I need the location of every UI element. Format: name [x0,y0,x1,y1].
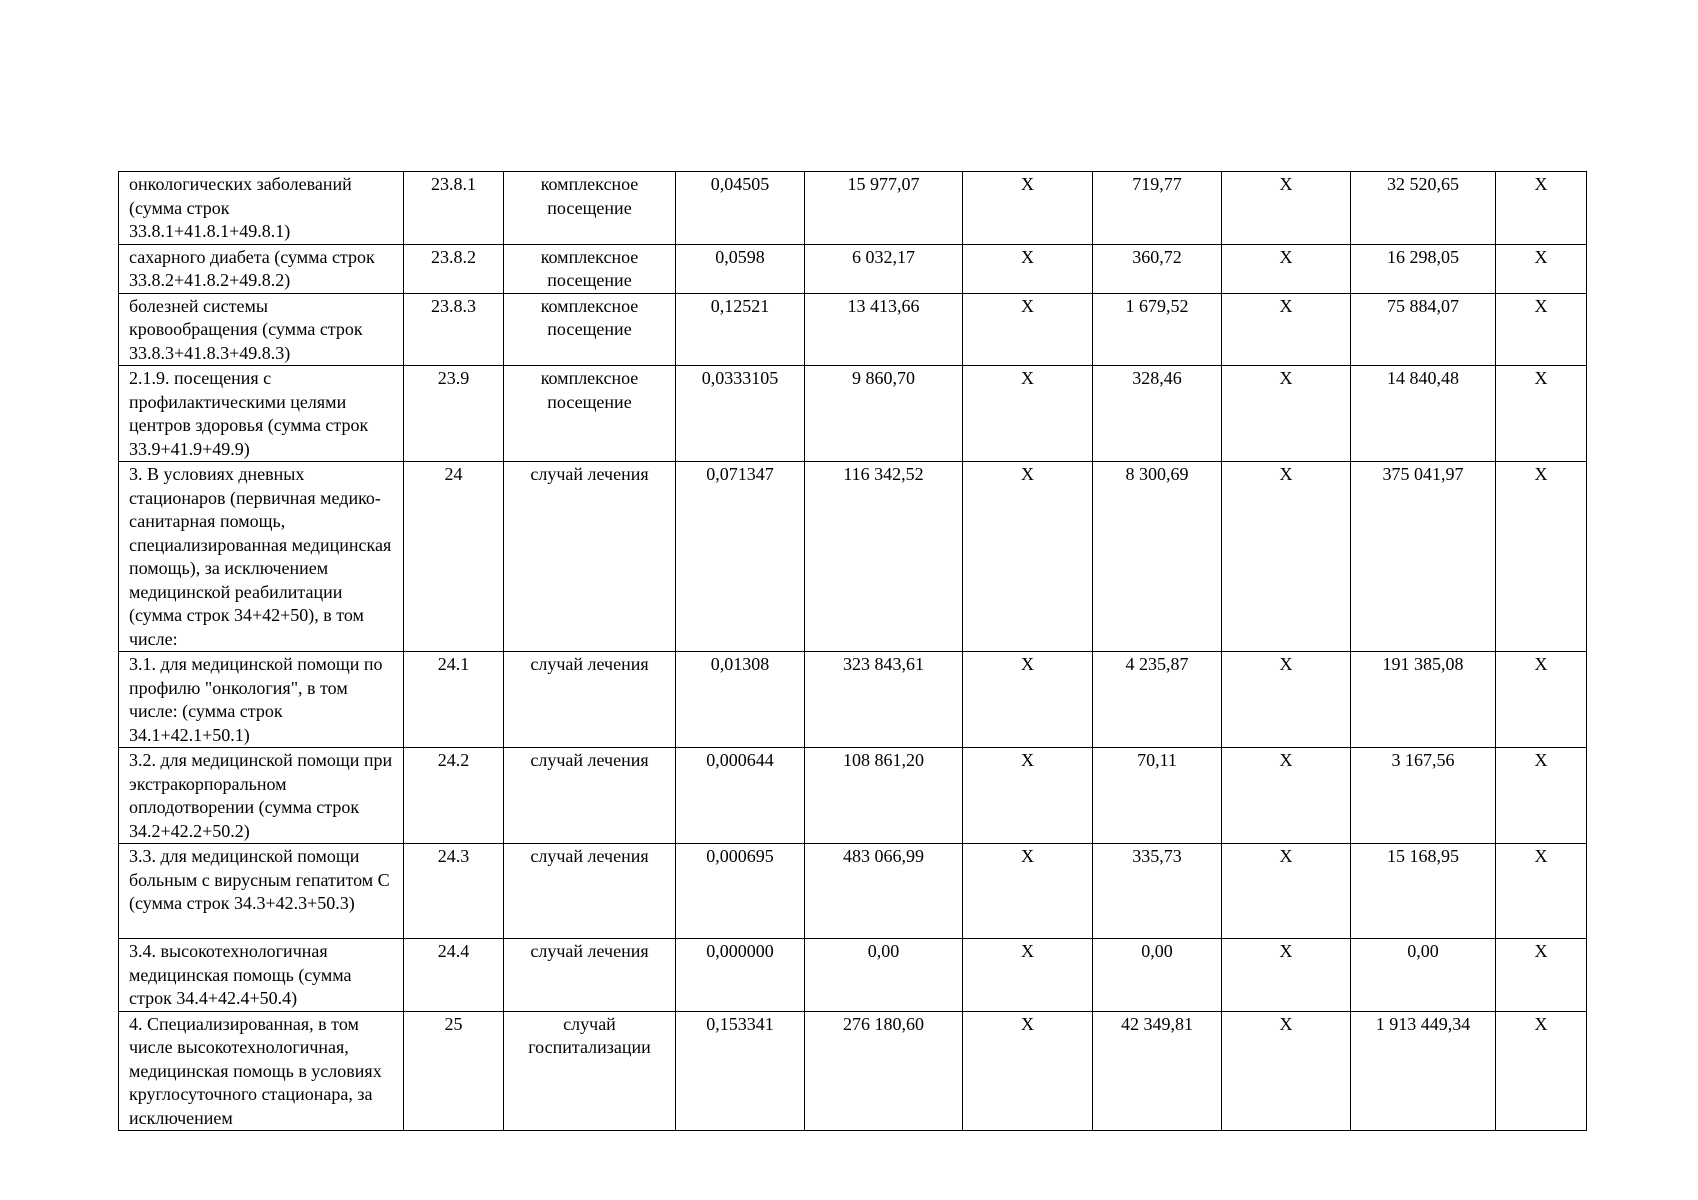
table-row [119,652,1587,748]
unit-cell: комплексное посещение [504,366,676,462]
norm-cell: 0,04505 [676,172,805,245]
x-mark-cell: Х [963,652,1093,748]
row-number-cell: 23.8.3 [404,293,504,366]
x-mark-cell: Х [1222,172,1351,245]
norm-cell: 0,0598 [676,244,805,293]
x-mark-cell: Х [1496,844,1587,939]
unit-cell: случай лечения [504,462,676,652]
x-mark-cell: Х [1496,172,1587,245]
cost-cell: 15 977,07 [805,172,963,245]
table-row [119,293,1587,366]
row-name-cell: 2.1.9. посещения с профилактическими целями центров здоровья (сумма строк 33.9+41.9+49.9) [119,366,404,462]
row-number-cell: 24.2 [404,748,504,844]
row-name-cell: онкологических заболеваний (сумма строк 33.8.1+41.8.1+49.8.1) [119,172,404,245]
table-row [119,1011,1587,1131]
x-mark-cell: Х [963,939,1093,1012]
per-capita-cell: 4 235,87 [1093,652,1222,748]
per-capita-cell: 70,11 [1093,748,1222,844]
table-row [119,366,1587,462]
norm-cell: 0,153341 [676,1011,805,1131]
unit-cell: комплексное посещение [504,293,676,366]
cost-cell: 116 342,52 [805,462,963,652]
x-mark-cell: Х [1496,462,1587,652]
per-capita-cell: 42 349,81 [1093,1011,1222,1131]
row-number-cell: 24.1 [404,652,504,748]
total-cell: 375 041,97 [1351,462,1496,652]
cost-cell: 276 180,60 [805,1011,963,1131]
cost-cell: 108 861,20 [805,748,963,844]
row-name-cell: 3.3. для медицинской помощи больным с вирусным гепатитом С (сумма строк 34.3+42.3+50.3) [119,844,404,939]
table-row [119,939,1587,1012]
x-mark-cell: Х [1222,462,1351,652]
row-number-cell: 23.9 [404,366,504,462]
unit-cell: случай лечения [504,652,676,748]
financing-table [118,171,1587,1131]
row-name-cell: болезней системы кровообращения (сумма строк 33.8.3+41.8.3+49.8.3) [119,293,404,366]
norm-cell: 0,000695 [676,844,805,939]
row-number-cell: 24.3 [404,844,504,939]
x-mark-cell: Х [963,462,1093,652]
unit-cell: комплексное посещение [504,244,676,293]
unit-cell: комплексное посещение [504,172,676,245]
row-number-cell: 25 [404,1011,504,1131]
total-cell: 0,00 [1351,939,1496,1012]
x-mark-cell: Х [963,366,1093,462]
row-name-cell: 3.4. высокотехнологичная медицинская помощь (сумма строк 34.4+42.4+50.4) [119,939,404,1012]
row-number-cell: 24.4 [404,939,504,1012]
total-cell: 191 385,08 [1351,652,1496,748]
x-mark-cell: Х [963,844,1093,939]
per-capita-cell: 360,72 [1093,244,1222,293]
x-mark-cell: Х [963,244,1093,293]
x-mark-cell: Х [963,1011,1093,1131]
total-cell: 16 298,05 [1351,244,1496,293]
x-mark-cell: Х [1222,939,1351,1012]
x-mark-cell: Х [1222,844,1351,939]
per-capita-cell: 8 300,69 [1093,462,1222,652]
x-mark-cell: Х [1496,652,1587,748]
x-mark-cell: Х [1496,293,1587,366]
x-mark-cell: Х [1496,244,1587,293]
x-mark-cell: Х [1222,748,1351,844]
unit-cell: случай лечения [504,748,676,844]
unit-cell: случай лечения [504,939,676,1012]
norm-cell: 0,000000 [676,939,805,1012]
table-row [119,462,1587,652]
table-row [119,172,1587,245]
row-number-cell: 23.8.2 [404,244,504,293]
per-capita-cell: 335,73 [1093,844,1222,939]
cost-cell: 0,00 [805,939,963,1012]
cost-cell: 483 066,99 [805,844,963,939]
row-number-cell: 23.8.1 [404,172,504,245]
total-cell: 15 168,95 [1351,844,1496,939]
x-mark-cell: Х [963,748,1093,844]
cost-cell: 9 860,70 [805,366,963,462]
x-mark-cell: Х [1222,652,1351,748]
x-mark-cell: Х [1496,748,1587,844]
table-row [119,748,1587,844]
x-mark-cell: Х [1222,1011,1351,1131]
cost-cell: 13 413,66 [805,293,963,366]
x-mark-cell: Х [1496,1011,1587,1131]
per-capita-cell: 0,00 [1093,939,1222,1012]
cost-cell: 323 843,61 [805,652,963,748]
table-row [119,244,1587,293]
row-name-cell: сахарного диабета (сумма строк 33.8.2+41.8.2+49.8.2) [119,244,404,293]
total-cell: 3 167,56 [1351,748,1496,844]
x-mark-cell: Х [1496,939,1587,1012]
total-cell: 14 840,48 [1351,366,1496,462]
x-mark-cell: Х [1222,366,1351,462]
x-mark-cell: Х [1222,244,1351,293]
row-name-cell: 3.2. для медицинской помощи при экстракорпоральном оплодотворении (сумма строк 34.2+42.2+50.2) [119,748,404,844]
unit-cell: случай лечения [504,844,676,939]
row-name-cell: 3. В условиях дневных стационаров (первичная медико-санитарная помощь, специализированная медицинская помощь), за исключением медицинской реабилитации (сумма строк 34+42+50), в том числе: [119,462,404,652]
x-mark-cell: Х [1222,293,1351,366]
x-mark-cell: Х [1496,366,1587,462]
table-row [119,844,1587,939]
x-mark-cell: Х [963,172,1093,245]
norm-cell: 0,000644 [676,748,805,844]
norm-cell: 0,071347 [676,462,805,652]
norm-cell: 0,01308 [676,652,805,748]
row-number-cell: 24 [404,462,504,652]
per-capita-cell: 719,77 [1093,172,1222,245]
total-cell: 32 520,65 [1351,172,1496,245]
per-capita-cell: 328,46 [1093,366,1222,462]
per-capita-cell: 1 679,52 [1093,293,1222,366]
total-cell: 1 913 449,34 [1351,1011,1496,1131]
unit-cell: случай госпитализации [504,1011,676,1131]
total-cell: 75 884,07 [1351,293,1496,366]
row-name-cell: 3.1. для медицинской помощи по профилю "онкология", в том числе: (сумма строк 34.1+42.1+50.1) [119,652,404,748]
row-name-cell: 4. Специализированная, в том числе высокотехнологичная, медицинская помощь в условиях круглосуточного стационара, за исключением [119,1011,404,1131]
x-mark-cell: Х [963,293,1093,366]
norm-cell: 0,0333105 [676,366,805,462]
norm-cell: 0,12521 [676,293,805,366]
cost-cell: 6 032,17 [805,244,963,293]
